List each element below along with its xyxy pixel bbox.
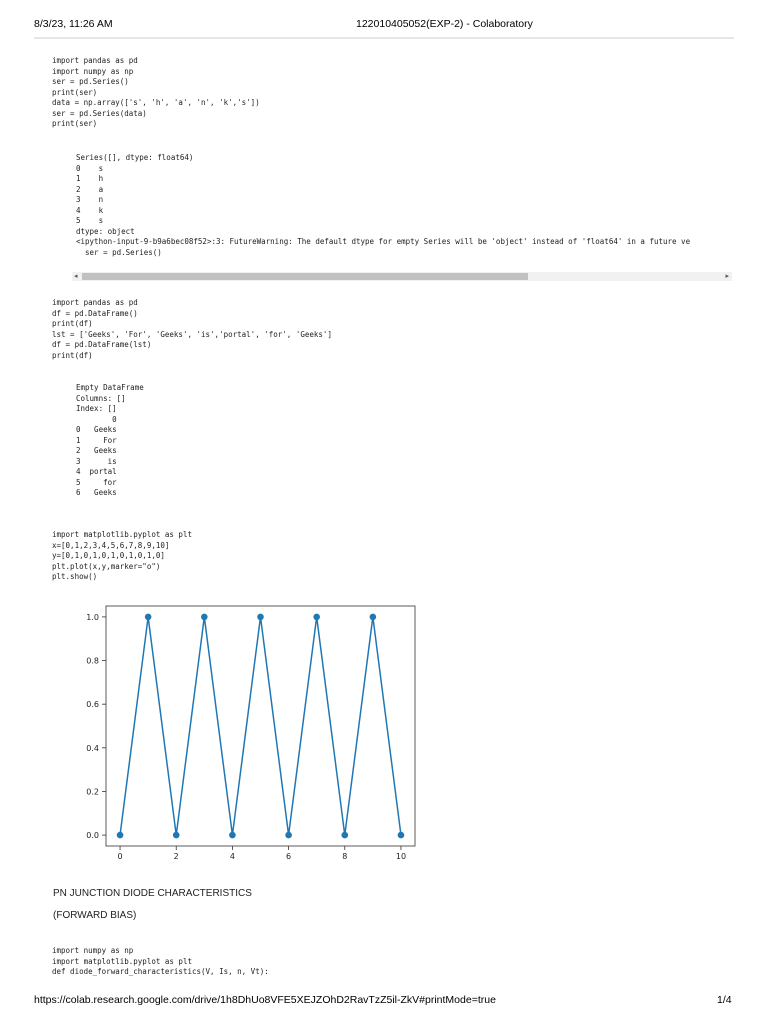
series-line: [120, 617, 401, 835]
y-tick-label: 0.4: [86, 743, 99, 753]
x-tick-label: 10: [395, 852, 407, 861]
output-dataframe: Empty DataFrame Columns: [] Index: [] 0 0 Geeks 1 For 2 Geeks 3 is 4 portal 5 for 6 Geeks: [76, 383, 144, 497]
data-point: [117, 832, 124, 839]
data-point: [341, 832, 348, 839]
data-point: [398, 832, 405, 839]
plot-frame: [106, 606, 415, 846]
output-horizontal-scrollbar[interactable]: [72, 272, 732, 281]
data-point: [313, 614, 320, 621]
x-tick-label: 6: [286, 852, 292, 861]
print-url: https://colab.research.google.com/drive/1h8DhUo8VFE5XEJZOhD2RavTzZ5il-ZkV#printMode=true: [34, 994, 496, 1006]
data-point: [229, 832, 236, 839]
code-cell-plot[interactable]: import matplotlib.pyplot as plt x=[0,1,2,3,4,5,6,7,8,9,10] y=[0,1,0,1,0,1,0,1,0,1,0] plt.plot(x,y,marker="o") plt.show(): [52, 530, 192, 581]
code-cell-dataframe[interactable]: import pandas as pd df = pd.DataFrame() print(df) lst = ['Geeks', 'For', 'Geeks', 'is','portal', 'for', 'Geeks'] df = pd.DataFrame(lst) print(df): [52, 298, 332, 360]
header-divider: [34, 37, 734, 39]
y-tick-label: 0.6: [86, 700, 99, 710]
code-cell-diode[interactable]: import numpy as np import matplotlib.pyplot as plt def diode_forward_characteristics(V, Is, n, Vt):: [52, 946, 269, 976]
y-tick-label: 0.2: [86, 787, 99, 797]
page-number: 1/4: [717, 994, 732, 1006]
x-tick-label: 2: [173, 852, 179, 861]
x-tick-label: 4: [229, 852, 235, 861]
scroll-right-icon[interactable]: ▸: [725, 273, 729, 280]
data-point: [145, 614, 152, 621]
data-point: [257, 614, 264, 621]
data-point: [285, 832, 292, 839]
y-tick-label: 1.0: [86, 612, 99, 622]
x-tick-label: 0: [117, 852, 123, 861]
output-series: Series([], dtype: float64) 0 s 1 h 2 a 3 n 4 k 5 s dtype: object <ipython-input-9-b9a6bec08f52>:3: FutureWarning: The default dtype for empty Series will be 'object' instead of 'float64' in a future ve ser = pd.Series(): [76, 153, 691, 257]
scrollbar-thumb[interactable]: [82, 273, 528, 280]
y-tick-label: 0.8: [86, 656, 99, 666]
markdown-subheading: (FORWARD BIAS): [53, 910, 137, 921]
code-cell-series[interactable]: import pandas as pd import numpy as np ser = pd.Series() print(ser) data = np.array(['s', 'h', 'a', 'n', 'k','s']) ser = pd.Series(data) print(ser): [52, 56, 260, 128]
x-tick-label: 8: [342, 852, 348, 861]
y-tick-label: 0.0: [86, 831, 99, 841]
data-point: [173, 832, 180, 839]
data-point: [370, 614, 377, 621]
print-datetime: 8/3/23, 11:26 AM: [34, 18, 113, 30]
notebook-title: 122010405052(EXP-2) - Colaboratory: [356, 18, 533, 30]
data-point: [201, 614, 208, 621]
scroll-left-icon[interactable]: ◂: [74, 273, 78, 280]
markdown-heading: PN JUNCTION DIODE CHARACTERISTICS: [53, 888, 252, 899]
